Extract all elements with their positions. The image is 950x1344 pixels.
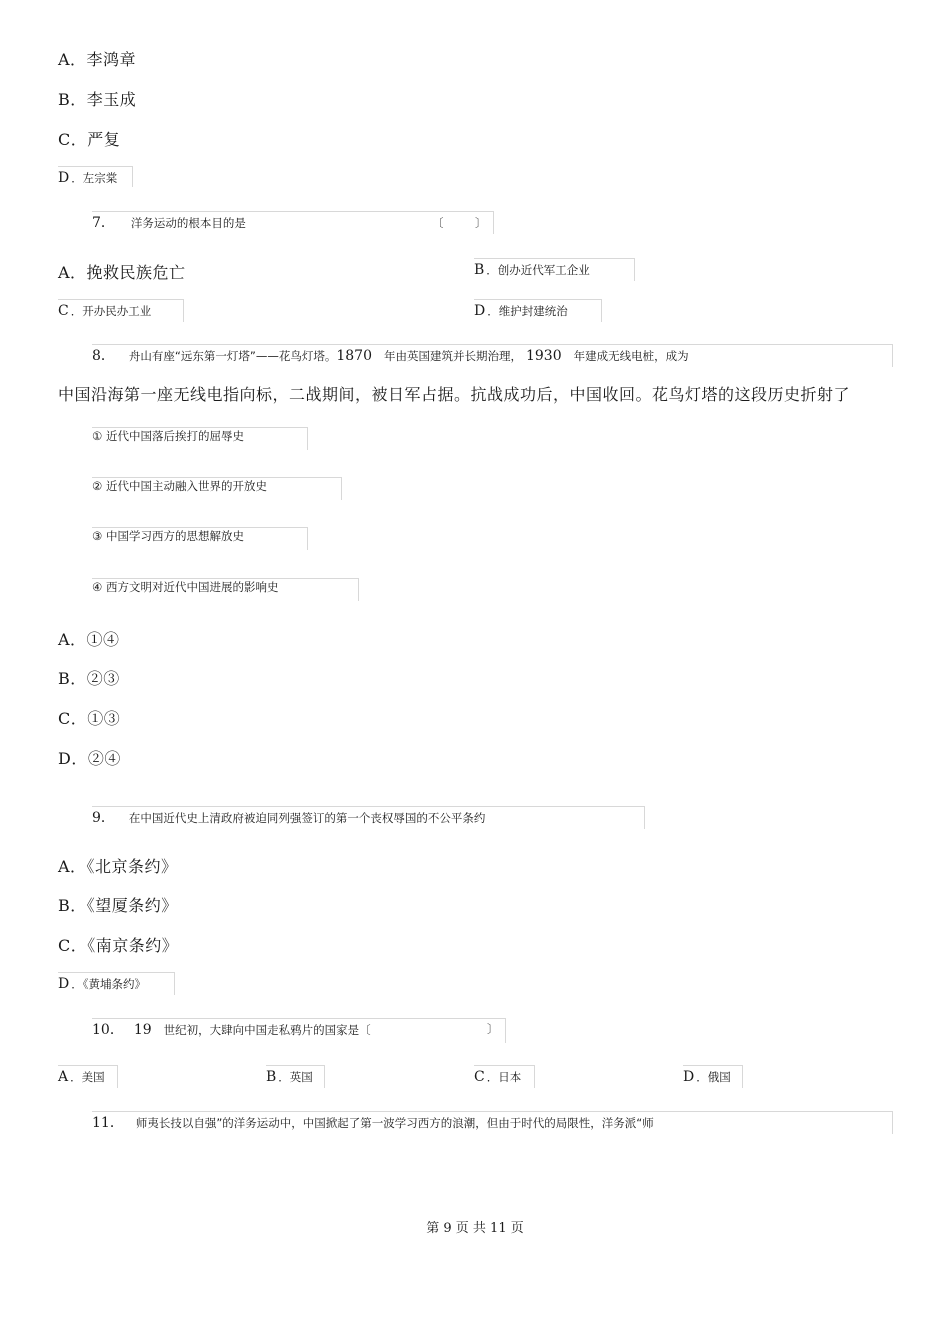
q9-option-a: A．《北京条约》 <box>58 857 178 876</box>
q8-option-c: C．①③ <box>58 709 121 728</box>
q7-option-b <box>474 258 635 281</box>
q8-item-1: ① 近代中国落后挨打的屈辱史 <box>92 427 308 450</box>
q7-option-c-prefix: C <box>58 303 69 319</box>
q9-option-c: C．《南京条约》 <box>58 936 179 955</box>
q10-option-c-text: ．日本 <box>486 1070 522 1084</box>
q6-option-d-prefix: D <box>58 170 70 186</box>
q11-stem-text: 师夷长技以自强”的洋务运动中，中国掀起了第一波学习西方的浪潮，但由于时代的局限性，洋务派“师 <box>135 1116 654 1130</box>
q7-number: 7． <box>92 215 115 231</box>
q7-stem <box>92 211 494 234</box>
q7-option-d <box>474 299 602 322</box>
q10-option-a-prefix: A <box>58 1069 69 1085</box>
page-footer: 第 9 页 共 11 页 <box>426 1221 524 1236</box>
q8-year-1930: 1930 <box>525 348 562 364</box>
q10-stem <box>92 1018 506 1043</box>
q6-option-d <box>58 166 133 187</box>
q10-option-b <box>266 1065 325 1088</box>
q7-option-b-prefix: B <box>474 262 485 278</box>
q7-option-c-text: ．开办民办工业 <box>70 304 152 318</box>
q8-stem-part3: 年建成无线电桩，成为 <box>573 349 689 363</box>
q9-option-d <box>58 972 175 995</box>
q8-option-d: D．②④ <box>58 749 121 768</box>
q9-number: 9． <box>92 810 115 826</box>
q9-stem <box>92 806 645 829</box>
q8-item-4: ④ 西方文明对近代中国进展的影响史 <box>92 578 359 601</box>
q10-option-d-prefix: D <box>683 1069 695 1085</box>
q7-bracket-open: 〔 <box>432 216 444 230</box>
q8-year-1870: 1870 <box>336 348 372 364</box>
q10-option-a-text: ．美国 <box>70 1070 105 1084</box>
q10-option-d <box>683 1065 743 1088</box>
q8-item-2: ② 近代中国主动融入世界的开放史 <box>92 477 342 500</box>
q7-option-d-prefix: D <box>474 303 486 319</box>
q8-option-a: A．①④ <box>58 630 120 649</box>
q11-number: 11． <box>92 1115 124 1131</box>
q7-option-d-text: ．维护封建统治 <box>487 304 568 318</box>
q7-option-c <box>58 299 184 322</box>
q6-option-a: A．李鸿章 <box>58 50 137 69</box>
q10-century: 19 <box>133 1022 152 1038</box>
q6-option-d-text: ．左宗棠 <box>71 171 118 185</box>
q10-option-c-prefix: C <box>474 1069 485 1085</box>
q10-stem-text: 世纪初，大肆向中国走私鸦片的国家是〔 <box>163 1023 371 1037</box>
q8-stem <box>92 344 893 367</box>
q6-option-c: C．严复 <box>58 130 121 149</box>
q10-number: 10． <box>92 1022 124 1038</box>
q8-stem-part2: 年由英国建筑并长期治理， <box>383 349 522 363</box>
q10-option-b-prefix: B <box>266 1069 277 1085</box>
q11-stem <box>92 1111 893 1134</box>
q6-option-b: B．李玉成 <box>58 90 137 109</box>
q10-bracket-close: 〕 <box>487 1022 499 1036</box>
q10-option-d-text: ．俄国 <box>696 1070 731 1084</box>
q7-bracket-close: 〕 <box>475 216 487 230</box>
q9-option-b: B．《望厦条约》 <box>58 896 178 915</box>
q9-option-d-text: ．《黄埔条约》 <box>71 977 146 991</box>
q7-stem-text: 洋务运动的根本目的是 <box>130 216 246 230</box>
q7-option-b-text: ．创办近代军工企业 <box>486 263 590 277</box>
q8-stem-part1: 舟山有座“远东第一灯塔”——花鸟灯塔。 <box>128 349 337 363</box>
q8-item-3: ③ 中国学习西方的思想解放史 <box>92 527 308 550</box>
q10-option-c <box>474 1065 535 1088</box>
q8-stem-line2: 中国沿海第一座无线电指向标，二战期间，被日军占据。抗战成功后，中国收回。花鸟灯塔的这段历史折射了 <box>58 385 851 404</box>
q8-option-b: B．②③ <box>58 669 120 688</box>
q8-number: 8． <box>92 348 115 364</box>
q9-stem-text: 在中国近代史上清政府被迫同列强签订的第一个丧权辱国的不公平条约 <box>128 811 486 825</box>
q10-option-a <box>58 1065 118 1088</box>
q10-option-b-text: ．英国 <box>278 1070 313 1084</box>
q9-option-d-prefix: D <box>58 976 70 992</box>
q7-option-a: A．挽救民族危亡 <box>58 263 186 282</box>
